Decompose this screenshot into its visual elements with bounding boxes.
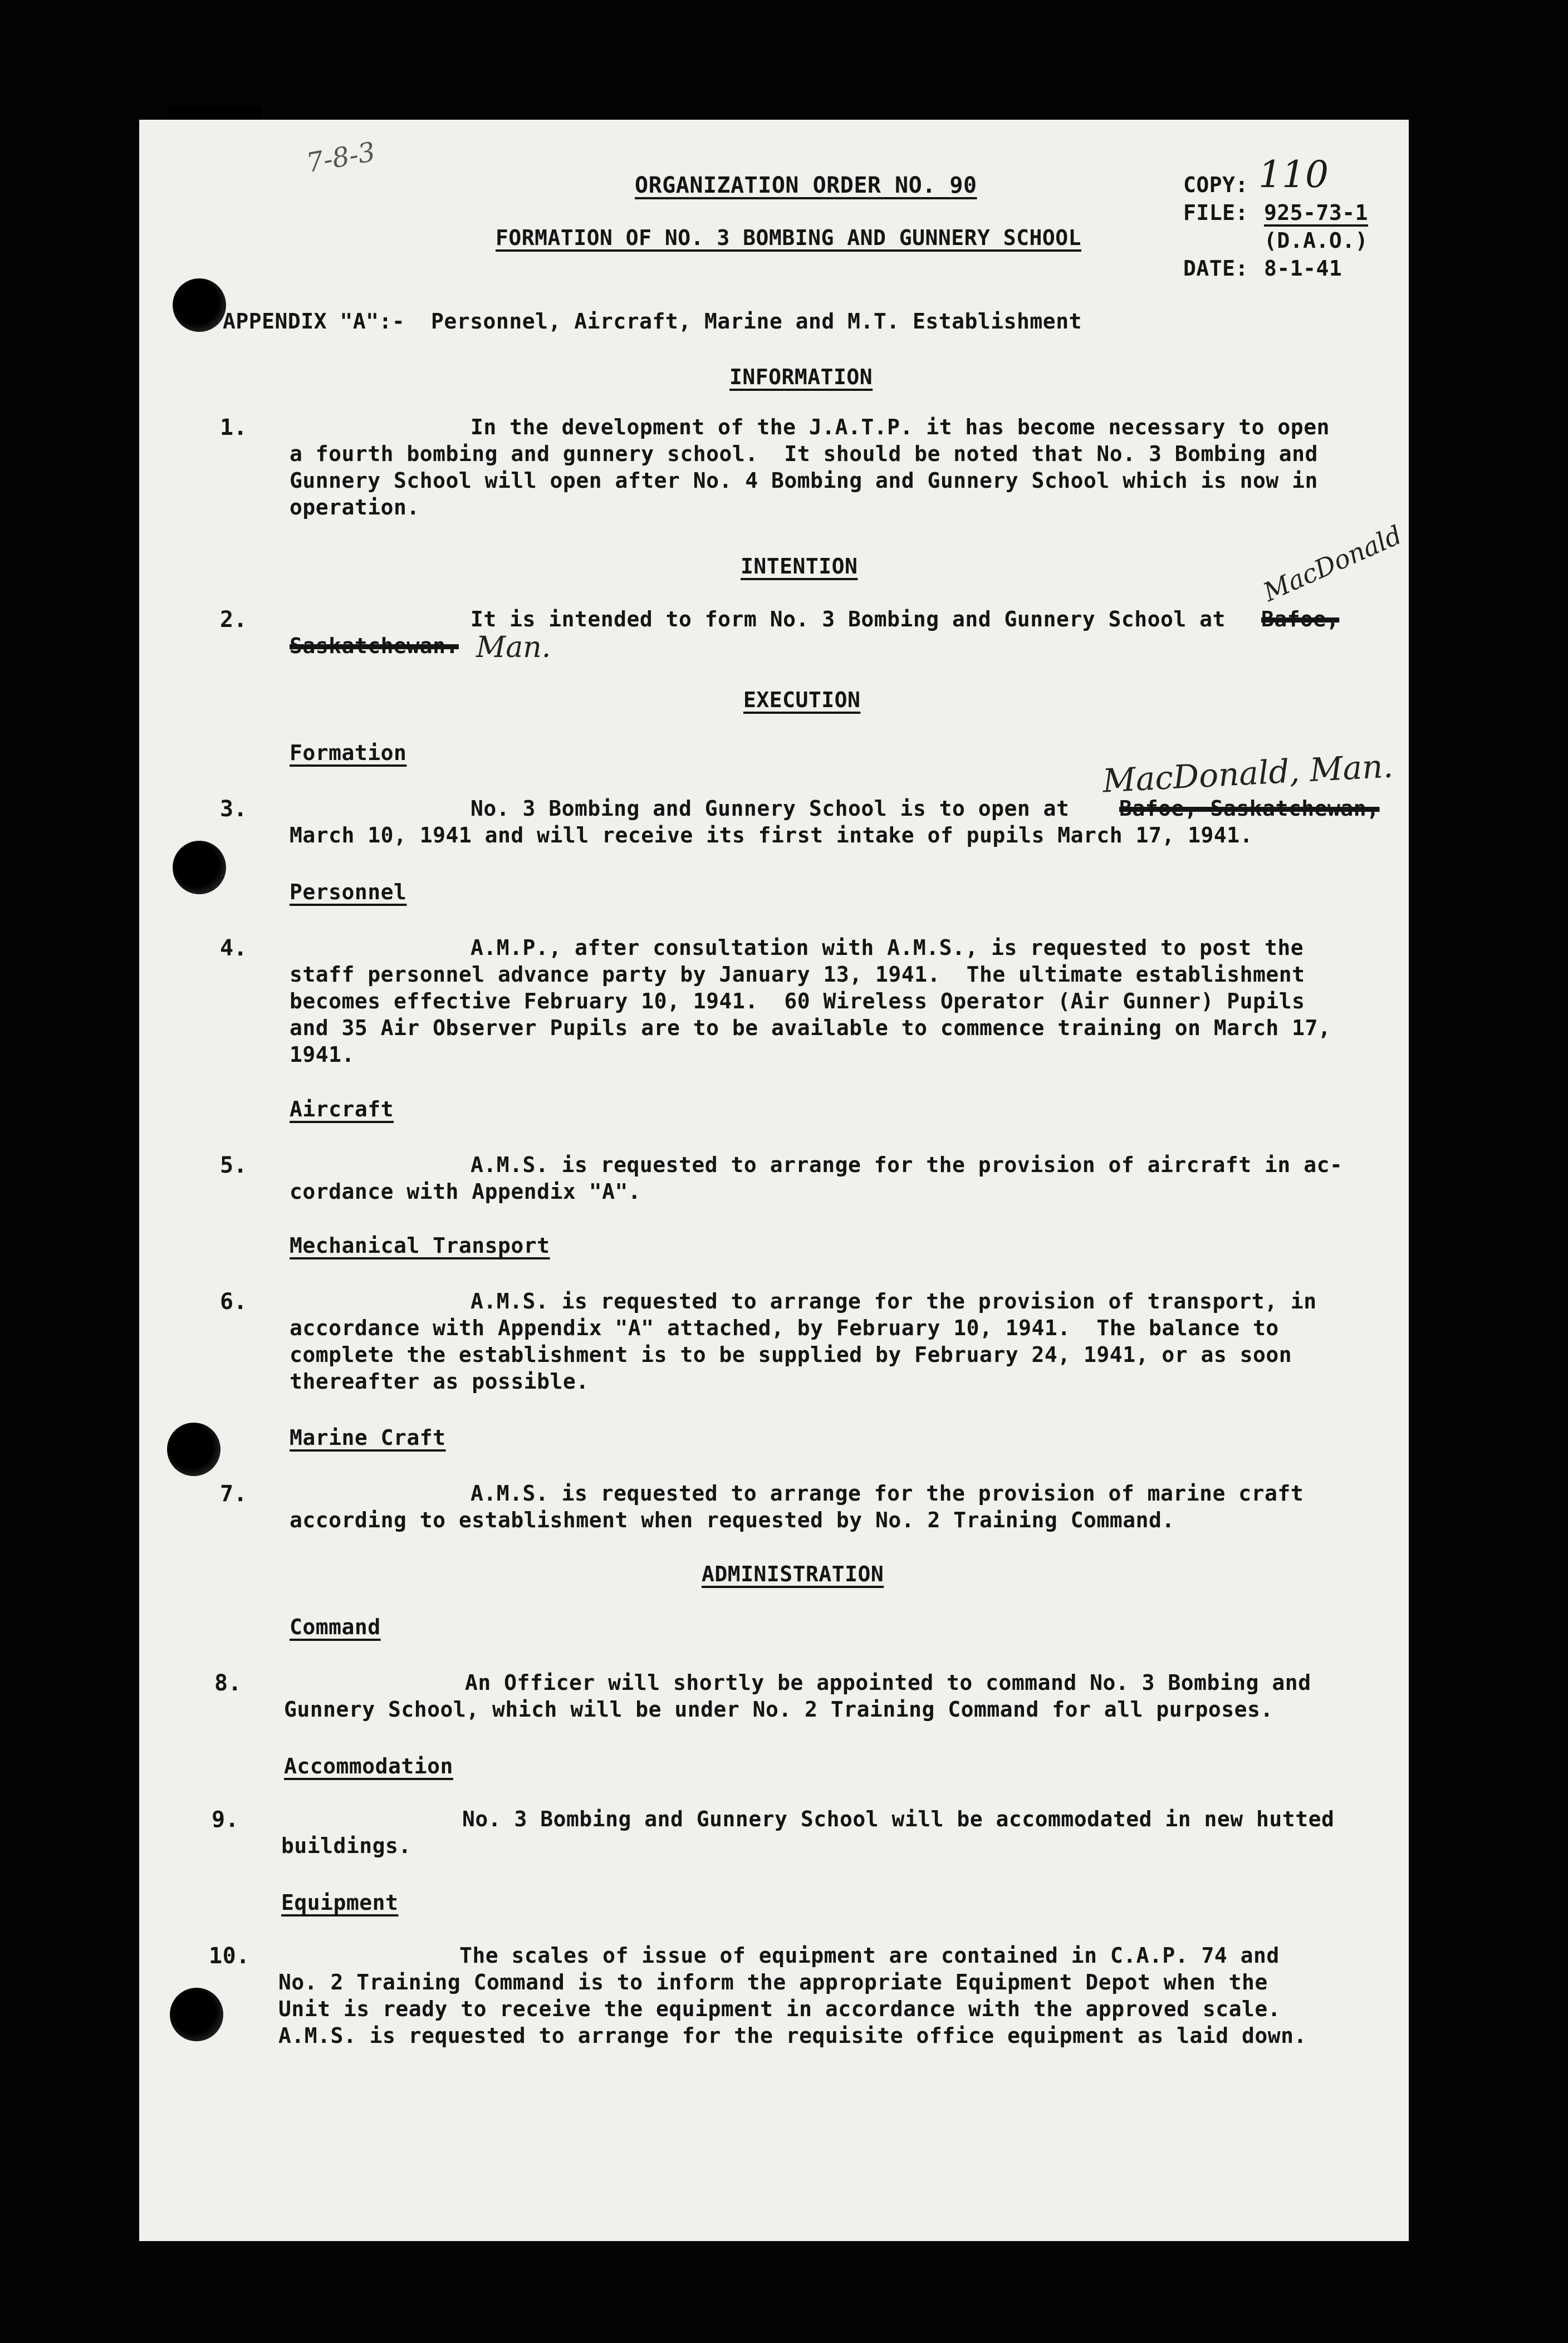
para-1-line-1: In the development of the J.A.T.P. it has become necessary to open: [471, 415, 1330, 439]
para-4-line-4: and 35 Air Observer Pupils are to be available to commence training on March 17,: [290, 1016, 1331, 1040]
subhead-marine-craft: Marine Craft: [290, 1425, 446, 1450]
para-9-number: 9.: [212, 1807, 239, 1832]
punch-hole-4: [170, 1988, 223, 2041]
para-1-line-3: Gunnery School will open after No. 4 Bombing and Gunnery School which is now in: [290, 468, 1318, 493]
para-8-number: 8.: [214, 1670, 242, 1696]
para-9-line-2: buildings.: [281, 1834, 411, 1858]
date-label: DATE:: [1183, 256, 1248, 281]
subhead-equipment: Equipment: [281, 1890, 399, 1915]
para-2-handwritten-insert: MacDonald: [1258, 519, 1407, 607]
subhead-accommodation: Accommodation: [284, 1754, 453, 1778]
para-5-number: 5.: [220, 1153, 248, 1178]
para-4-line-1: A.M.P., after consultation with A.M.S., is requested to post the: [471, 935, 1304, 960]
para-6-line-4: thereafter as possible.: [290, 1369, 589, 1394]
subhead-mechanical-transport: Mechanical Transport: [290, 1233, 550, 1258]
order-subtitle: FORMATION OF NO. 3 BOMBING AND GUNNERY SCHOOL: [496, 226, 1082, 250]
para-8-line-2: Gunnery School, which will be under No. 2 Training Command for all purposes.: [284, 1697, 1273, 1722]
subhead-command: Command: [290, 1615, 381, 1639]
para-2-handwritten-tail: Man.: [476, 631, 551, 664]
pencil-note: 7-8-3: [304, 136, 378, 179]
para-1-number: 1.: [220, 415, 248, 440]
para-10-number: 10.: [209, 1943, 250, 1969]
para-7-line-1: A.M.S. is requested to arrange for the provision of marine craft: [471, 1481, 1304, 1506]
subhead-aircraft: Aircraft: [290, 1097, 394, 1121]
punch-hole-3: [167, 1423, 220, 1476]
para-10-line-2: No. 2 Training Command is to inform the appropriate Equipment Depot when the: [278, 1970, 1268, 1994]
section-information: INFORMATION: [729, 365, 873, 389]
file-label: FILE:: [1183, 200, 1248, 225]
para-10-line-1: The scales of issue of equipment are contained in C.A.P. 74 and: [459, 1943, 1280, 1968]
section-execution: EXECUTION: [743, 688, 861, 712]
para-3-line-2: March 10, 1941 and will receive its first intake of pupils March 17, 1941.: [290, 823, 1253, 847]
para-6-line-1: A.M.S. is requested to arrange for the provision of transport, in: [471, 1289, 1317, 1313]
appendix-line: APPENDIX "A":- Personnel, Aircraft, Marine and M.T. Establishment: [223, 309, 1082, 334]
copy-label: COPY:: [1183, 173, 1248, 197]
file-subcode: (D.A.O.): [1264, 228, 1369, 253]
para-3-handwritten-insert: MacDonald, Man.: [1101, 747, 1394, 800]
para-2-struck-province: Saskatchewan.: [290, 634, 459, 658]
file-number: 925-73-1: [1264, 200, 1369, 225]
para-10-line-3: Unit is ready to receive the equipment in accordance with the approved scale.: [278, 1997, 1281, 2021]
para-3-line-1: No. 3 Bombing and Gunnery School is to open at: [471, 796, 1070, 821]
subhead-personnel: Personnel: [290, 880, 407, 904]
para-4-line-5: 1941.: [290, 1042, 355, 1067]
subhead-formation: Formation: [290, 741, 407, 765]
section-intention: INTENTION: [741, 554, 858, 579]
para-4-number: 4.: [220, 935, 248, 961]
para-3-number: 3.: [220, 796, 248, 822]
para-5-line-2: cordance with Appendix "A".: [290, 1179, 641, 1204]
para-4-line-2: staff personnel advance party by January 13, 1941. The ultimate establishment: [290, 962, 1305, 987]
punch-hole-1: [173, 278, 226, 332]
para-8-line-1: An Officer will shortly be appointed to command No. 3 Bombing and: [465, 1670, 1311, 1695]
para-2-line-1: It is intended to form No. 3 Bombing and Gunnery School at: [471, 607, 1226, 631]
punch-hole-2: [173, 841, 226, 894]
para-2-struck-location: Bafoe,: [1261, 607, 1340, 631]
para-1-line-2: a fourth bombing and gunnery school. It should be noted that No. 3 Bombing and: [290, 442, 1318, 466]
para-1-line-4: operation.: [290, 495, 420, 519]
document-page: [139, 120, 1409, 2241]
para-7-number: 7.: [220, 1481, 248, 1507]
para-6-line-3: complete the establishment is to be supplied by February 24, 1941, or as soon: [290, 1342, 1292, 1367]
para-4-line-3: becomes effective February 10, 1941. 60 Wireless Operator (Air Gunner) Pupils: [290, 989, 1305, 1013]
date-value: 8-1-41: [1264, 256, 1342, 281]
para-9-line-1: No. 3 Bombing and Gunnery School will be accommodated in new hutted: [462, 1807, 1335, 1831]
para-6-line-2: accordance with Appendix "A" attached, by February 10, 1941. The balance to: [290, 1316, 1279, 1340]
section-administration: ADMINISTRATION: [702, 1562, 884, 1586]
para-2-number: 2.: [220, 607, 248, 633]
para-3-struck-location: Bafoe, Saskatchewan,: [1119, 796, 1380, 821]
order-title: ORGANIZATION ORDER NO. 90: [635, 173, 977, 198]
para-10-line-4: A.M.S. is requested to arrange for the requisite office equipment as laid down.: [278, 2023, 1307, 2048]
para-5-line-1: A.M.S. is requested to arrange for the provision of aircraft in ac-: [471, 1153, 1343, 1177]
copy-number: 110: [1258, 153, 1329, 196]
para-7-line-2: according to establishment when requested by No. 2 Training Command.: [290, 1508, 1175, 1532]
para-6-number: 6.: [220, 1289, 248, 1315]
